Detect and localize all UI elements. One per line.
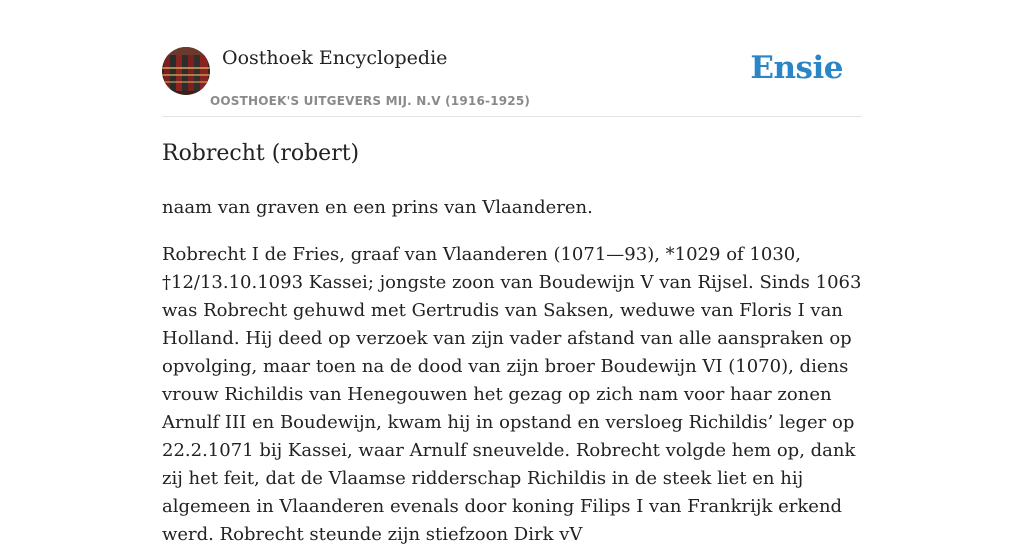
avatar-image (162, 47, 210, 95)
publisher-label[interactable]: OOSTHOEK'S UITGEVERS MIJ. N.V (1916-1925) (210, 94, 531, 108)
page-title: Robrecht (robert) (162, 141, 360, 166)
site-name[interactable]: Oosthoek Encyclopedie (222, 47, 448, 69)
article-intro: naam van graven en een prins van Vlaanderen. (162, 197, 593, 218)
brand-logo[interactable]: Ensie (750, 50, 843, 86)
site-header (162, 46, 862, 117)
article (162, 136, 862, 549)
book-spines-icon[interactable] (162, 47, 210, 95)
article-body: Robrecht I de Fries, graaf van Vlaanderen (1071—93), *1029 of 1030, †12/13.10.1093 Kassei; jongste zoon van Boudewijn V van Rijsel. Sinds 1063 was Robrecht gehuwd met Gertrudis van Saksen, weduwe van Floris I van Holland. Hij deed op verzoek van zijn vader afstand van alle aanspraken op opvolging, maar toen na de dood van zijn broer Boudewijn VI (1070), diens vrouw Richildis van Henegouwen het gezag op zich nam voor haar zonen Arnulf III en Boudewijn, kwam hij in opstand en versloeg Richildis’ leger op 22.2.1071 bij Kassei, waar Arnulf sneuvelde. Robrecht volgde hem op, dank zij het feit, dat de Vlaamse ridderschap Richildis in de steek liet en hij algemeen in Vlaanderen evenals door koning Filips I van Frankrijk erkend werd. Robrecht steunde zijn stiefzoon Dirk vV (162, 244, 862, 545)
